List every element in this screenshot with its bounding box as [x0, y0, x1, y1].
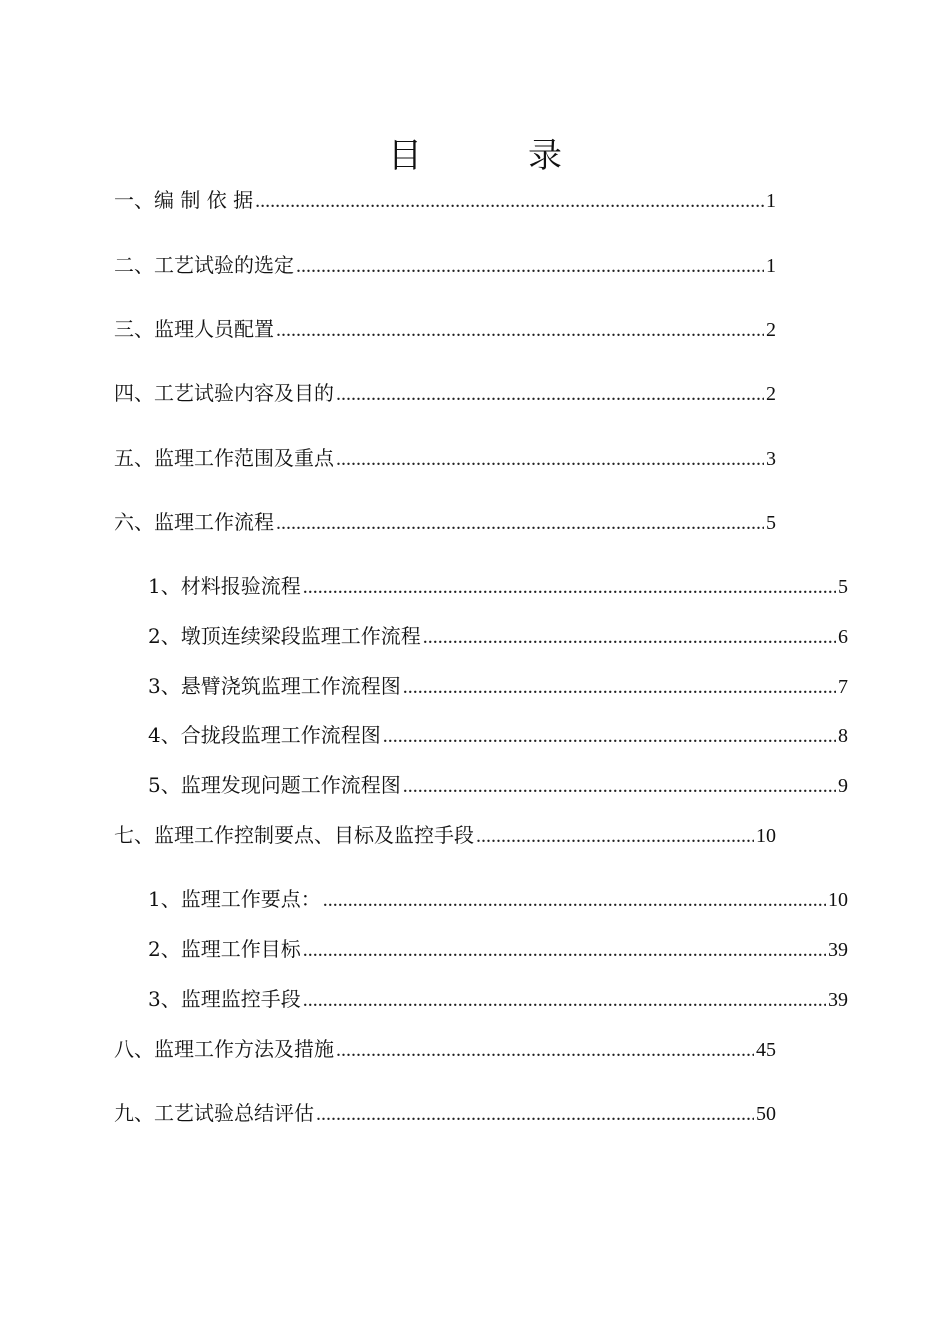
toc-entry-label: 1、监理工作要点： — [148, 887, 321, 911]
toc-entry[interactable] — [114, 380, 776, 407]
toc-subentry[interactable] — [148, 936, 848, 963]
toc-entry-page: 7 — [838, 676, 848, 698]
toc-entry-label: 1、材料报验流程 — [148, 574, 301, 598]
dot-leader — [303, 987, 826, 1013]
toc-entry-page: 50 — [756, 1103, 776, 1125]
toc-entry-label: 八、监理工作方法及措施 — [114, 1037, 334, 1061]
toc-subentry[interactable] — [148, 623, 848, 650]
toc-entry-label: 七、监理工作控制要点、目标及监控手段 — [114, 823, 474, 847]
toc-entry-page: 1 — [766, 190, 776, 212]
dot-leader — [296, 253, 764, 279]
toc-subentry[interactable] — [148, 722, 848, 749]
dot-leader — [403, 773, 836, 799]
toc-entry-page: 5 — [766, 512, 776, 534]
toc-entry-label: 四、工艺试验内容及目的 — [114, 381, 334, 405]
toc-entry-page: 6 — [838, 626, 848, 648]
toc-entry[interactable] — [114, 316, 776, 343]
toc-entry-page: 45 — [756, 1039, 776, 1061]
toc-entry-page: 10 — [756, 825, 776, 847]
toc-entry-page: 1 — [766, 255, 776, 277]
toc-entry-label: 一、编 制 依 据 — [114, 188, 254, 212]
dot-leader — [336, 1037, 754, 1063]
toc-title: 目 录 — [388, 136, 598, 176]
toc-entry[interactable] — [114, 1036, 776, 1063]
toc-entry-page: 2 — [766, 319, 776, 341]
toc-entry[interactable] — [114, 252, 776, 279]
toc-entry[interactable] — [114, 445, 776, 472]
dot-leader — [403, 674, 836, 700]
toc-entry-label: 4、合拢段监理工作流程图 — [148, 723, 381, 747]
toc-entry-label: 二、工艺试验的选定 — [114, 253, 294, 277]
toc-entry-page: 9 — [838, 775, 848, 797]
toc-entry[interactable] — [114, 509, 776, 536]
toc-entry-label: 3、监理监控手段 — [148, 987, 301, 1011]
toc-entry[interactable] — [114, 822, 776, 849]
toc-entry[interactable] — [114, 187, 776, 214]
toc-entry-page: 10 — [828, 889, 848, 911]
toc-entry-label: 五、监理工作范围及重点 — [114, 446, 334, 470]
toc-entry-page: 3 — [766, 448, 776, 470]
toc-entry-label: 九、工艺试验总结评估 — [114, 1101, 314, 1125]
toc-entry-page: 5 — [838, 576, 848, 598]
dot-leader — [255, 188, 764, 214]
toc-entry-label: 3、悬臂浇筑监理工作流程图 — [148, 674, 401, 698]
toc-entry-page: 8 — [838, 725, 848, 747]
dot-leader — [276, 510, 764, 536]
dot-leader — [316, 1101, 754, 1127]
dot-leader — [276, 317, 764, 343]
dot-leader — [303, 937, 826, 963]
dot-leader — [476, 823, 754, 849]
toc-entry-label: 5、监理发现问题工作流程图 — [148, 773, 401, 797]
toc-entry-label: 2、墩顶连续梁段监理工作流程 — [148, 624, 421, 648]
toc-subentry[interactable] — [148, 986, 848, 1013]
dot-leader — [383, 723, 836, 749]
dot-leader — [336, 381, 764, 407]
toc-entry-label: 六、监理工作流程 — [114, 510, 274, 534]
toc-subentry[interactable] — [148, 886, 848, 913]
dot-leader — [323, 887, 826, 913]
dot-leader — [423, 624, 836, 650]
dot-leader — [336, 446, 764, 472]
dot-leader — [303, 574, 836, 600]
toc-entry-page: 39 — [828, 939, 848, 961]
toc-entry-page: 39 — [828, 989, 848, 1011]
toc-entry-label: 2、监理工作目标 — [148, 937, 301, 961]
toc-entry-label: 三、监理人员配置 — [114, 317, 274, 341]
toc-entry[interactable] — [114, 1100, 776, 1127]
toc-subentry[interactable] — [148, 772, 848, 799]
toc-entry-page: 2 — [766, 383, 776, 405]
toc-subentry[interactable] — [148, 573, 848, 600]
toc-subentry[interactable] — [148, 673, 848, 700]
